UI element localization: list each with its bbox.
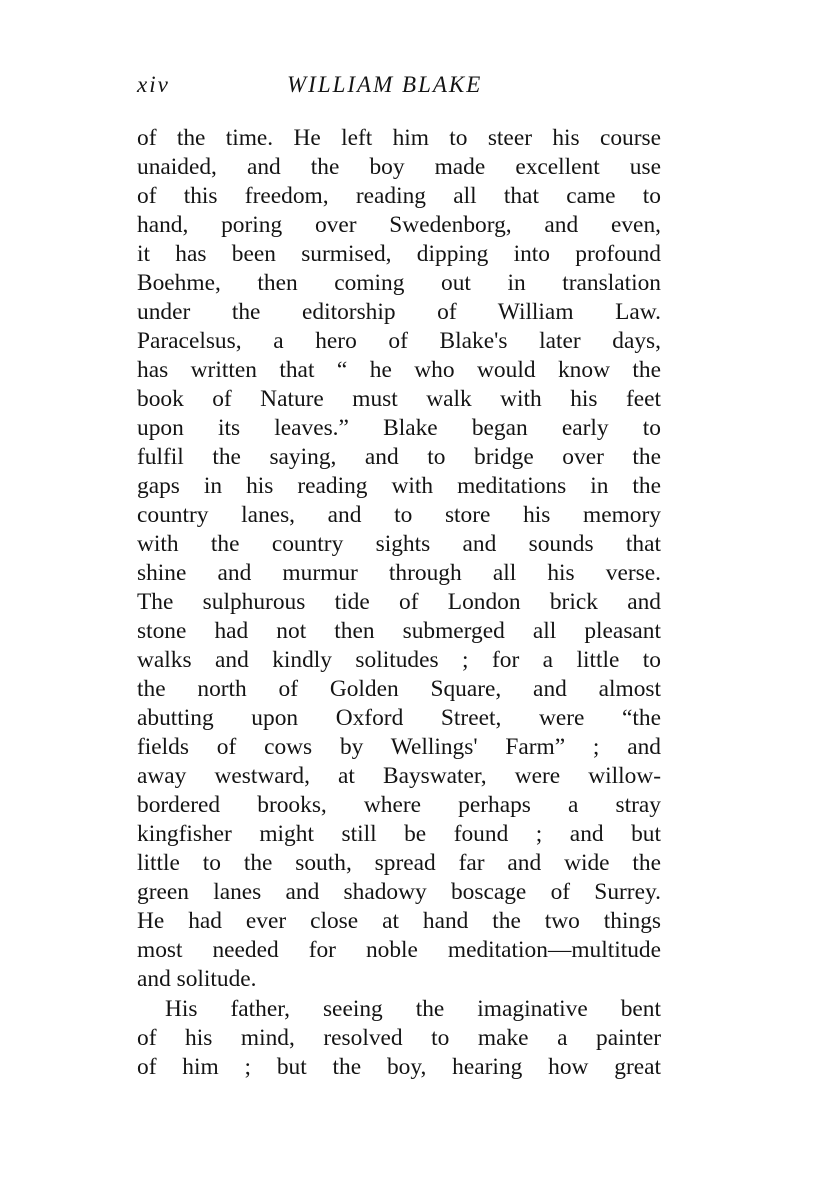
text-line: of the time. He left him to steer his course: [137, 125, 661, 151]
text-line: book of Nature must walk with his feet: [137, 386, 661, 412]
page-number: xiv: [137, 72, 170, 97]
text-line: of him ; but the boy, hearing how great: [137, 1054, 661, 1080]
text-line: unaided, and the boy made excellent use: [137, 154, 661, 180]
text-line: His father, seeing the imaginative bent: [165, 996, 661, 1022]
running-head: WILLIAM BLAKE: [287, 72, 483, 97]
page-header: [137, 72, 661, 104]
text-line: The sulphurous tide of London brick and: [137, 589, 661, 615]
text-line: abutting upon Oxford Street, were “the: [137, 705, 661, 731]
text-line: bordered brooks, where perhaps a stray: [137, 792, 661, 818]
text-line: away westward, at Bayswater, were willow-: [137, 763, 661, 789]
text-line: under the editorship of William Law.: [137, 299, 661, 325]
text-line: fields of cows by Wellings' Farm” ; and: [137, 734, 661, 760]
text-line: of his mind, resolved to make a painter: [137, 1025, 661, 1051]
text-line: hand, poring over Swedenborg, and even,: [137, 212, 661, 238]
text-line: country lanes, and to store his memory: [137, 502, 661, 528]
text-line: Paracelsus, a hero of Blake's later days,: [137, 328, 661, 354]
text-line: of this freedom, reading all that came to: [137, 183, 661, 209]
text-line: stone had not then submerged all pleasant: [137, 618, 661, 644]
text-line: green lanes and shadowy boscage of Surrey.: [137, 879, 661, 905]
text-line: and solitude.: [137, 966, 257, 992]
text-line: little to the south, spread far and wide the: [137, 850, 661, 876]
text-line: gaps in his reading with meditations in the: [137, 473, 661, 499]
text-line: upon its leaves.” Blake began early to: [137, 415, 661, 441]
text-line: shine and murmur through all his verse.: [137, 560, 661, 586]
text-line: Boehme, then coming out in translation: [137, 270, 661, 296]
text-line: He had ever close at hand the two things: [137, 908, 661, 934]
paragraph: [137, 124, 661, 994]
text-line: most needed for noble meditation—multitude: [137, 937, 661, 963]
text-line: with the country sights and sounds that: [137, 531, 661, 557]
paragraph: [137, 995, 661, 1082]
text-line: has written that “ he who would know the: [137, 357, 661, 383]
text-line: it has been surmised, dipping into profound: [137, 241, 661, 267]
text-line: the north of Golden Square, and almost: [137, 676, 661, 702]
text-line: fulfil the saying, and to bridge over the: [137, 444, 661, 470]
text-line: walks and kindly solitudes ; for a little to: [137, 647, 661, 673]
text-line: kingfisher might still be found ; and but: [137, 821, 661, 847]
